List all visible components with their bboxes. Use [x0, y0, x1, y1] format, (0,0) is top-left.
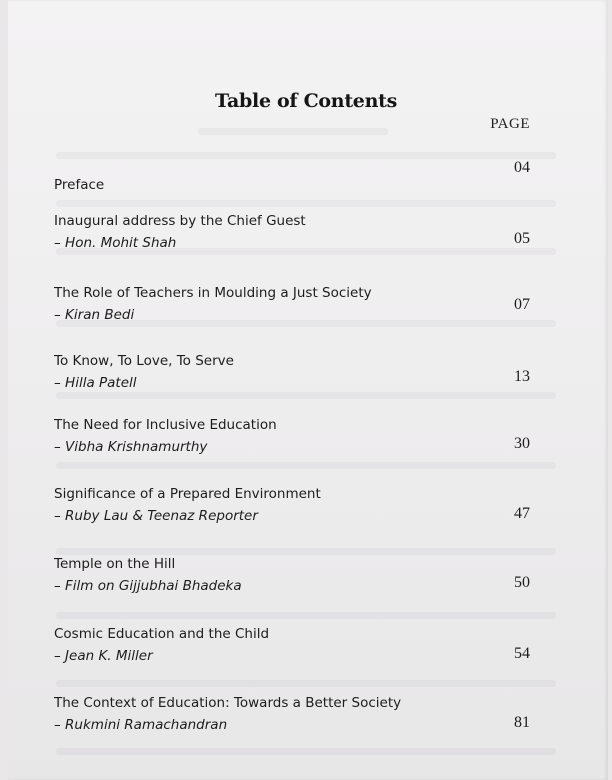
toc-entry-title: To Know, To Love, To Serve [54, 353, 234, 369]
toc-entry-title: The Need for Inclusive Education [54, 417, 277, 433]
toc-entry-author: – Kiran Bedi [54, 307, 135, 323]
bleed-through-line [56, 152, 556, 159]
toc-entry-author: – Ruby Lau & Teenaz Reporter [54, 508, 258, 524]
toc-entry-title: Temple on the Hill [54, 556, 176, 572]
toc-entry-title: Cosmic Education and the Child [54, 626, 270, 642]
toc-entry-inaugural-address[interactable] [54, 210, 530, 254]
bleed-through-line [56, 200, 556, 207]
toc-entry-role-of-teachers[interactable] [54, 282, 530, 326]
bleed-through-line [56, 612, 556, 619]
toc-entry-to-know-to-love[interactable] [54, 350, 530, 394]
toc-entry-page: 50 [514, 574, 530, 591]
toc-entry-page: 54 [514, 645, 530, 662]
toc-entry-page: 47 [514, 505, 530, 522]
bleed-through-line [56, 748, 556, 755]
toc-entry-context-of-education[interactable] [54, 692, 530, 736]
toc-entry-title: Significance of a Prepared Environment [54, 486, 321, 502]
toc-entry-title: Preface [54, 177, 105, 193]
toc-entry-page: 04 [514, 159, 530, 176]
toc-entry-author: – Film on Gijjubhai Bhadeka [54, 578, 242, 594]
toc-entry-inclusive-education[interactable] [54, 414, 530, 458]
toc-entry-title: Inaugural address by the Chief Guest [54, 213, 306, 229]
toc-entry-author: – Hon. Mohit Shah [54, 235, 177, 251]
toc-entry-author: – Hilla Patell [54, 375, 137, 391]
toc-entry-page: 05 [514, 230, 530, 247]
toc-entry-author: – Vibha Krishnamurthy [54, 439, 208, 455]
toc-entry-preface[interactable] [54, 159, 530, 196]
toc-entry-page: 13 [514, 368, 530, 385]
toc-entry-prepared-environment[interactable] [54, 483, 530, 527]
bleed-through-line [56, 462, 556, 469]
toc-entry-author: – Jean K. Miller [54, 648, 153, 664]
bleed-through-line [198, 128, 388, 135]
toc-entry-page: 30 [514, 435, 530, 452]
toc-entry-cosmic-education[interactable] [54, 623, 530, 667]
bleed-through-line [56, 680, 556, 687]
toc-entry-temple-on-the-hill[interactable] [54, 553, 530, 597]
page-title: Table of Contents [215, 90, 397, 112]
toc-entry-page: 81 [514, 714, 530, 731]
toc-entry-author: – Rukmini Ramachandran [54, 717, 228, 733]
page-column-label: PAGE [490, 116, 530, 132]
toc-entry-title: The Role of Teachers in Moulding a Just Society [54, 285, 372, 301]
toc-entry-title: The Context of Education: Towards a Better Society [54, 695, 402, 711]
toc-entry-page: 07 [514, 296, 530, 313]
